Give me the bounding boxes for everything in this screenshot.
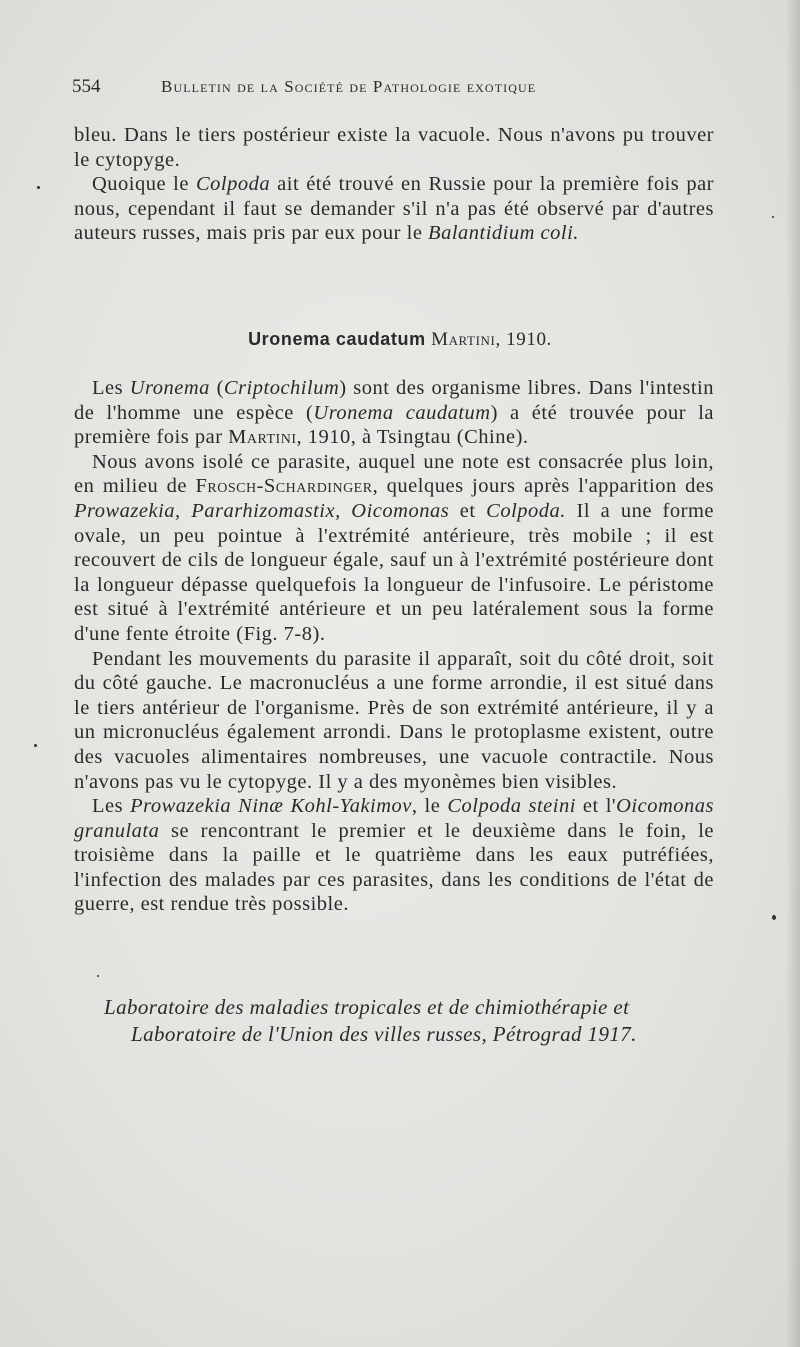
scan-speck (97, 975, 99, 977)
paragraph-text: Quoique le (92, 173, 196, 196)
paragraph-text: et (449, 499, 487, 522)
affiliation-footer (104, 994, 724, 1048)
taxon-name: Balantidium coli. (428, 222, 579, 245)
section-title-name: Uronema caudatum (248, 329, 426, 349)
author-name: Frosch-Schardinger (195, 475, 373, 498)
scan-speck (772, 216, 774, 218)
page-edge-shadow (786, 0, 800, 1347)
page-header (72, 76, 712, 104)
paragraph-text: et l' (575, 795, 617, 818)
affiliation-line: Laboratoire des maladies tropicales et de chimiothérapie et (104, 995, 630, 1019)
body-text-block (74, 376, 714, 917)
page-number: 554 (72, 76, 101, 97)
taxon-name: Oicomonas granulata (74, 795, 714, 842)
taxon-name: Uronema caudatum (313, 401, 491, 424)
paragraph-text: Les (92, 377, 130, 399)
taxon-name: Colpoda steini (447, 795, 576, 818)
section-title-year: , 1910. (495, 329, 552, 350)
paragraph-text: ait été trouvé en Russie pour la première fois par nous, cependant il faut se demander s'il n'a pas été observé par d'autres auteurs russes, mais pris par eux pour le (74, 173, 714, 245)
author-name: Martini (228, 426, 297, 449)
top-text-block (74, 123, 714, 246)
paragraph (74, 123, 714, 172)
scan-speck (34, 744, 37, 747)
section-title-author: Martini (431, 329, 496, 350)
paragraph-text: ) sont des organisme libres. Dans l'intestin de l'homme une espèce ( (74, 377, 714, 424)
paragraph-text: Les (92, 795, 131, 818)
affiliation-line: Laboratoire de l'Union des villes russes, Pétrograd 1917. (131, 1022, 637, 1046)
paragraph (74, 450, 714, 647)
taxon-name: Uronema (129, 377, 210, 399)
paragraph-text: Il a une forme ovale, un peu pointue à l'extrémité antérieure, très mobile ; il est recouvert de cils de longueur égale, sauf un à l'extrémité postérieure dont la longueur dépasse quelquefois la longueur de l'infusoire. Le péristome est situé à l'extrémité antérieure et un peu latéralement sous la forme d'une fente étroite (Fig. 7-8). (74, 499, 714, 645)
paragraph-text: Pendant les mouvements du parasite il apparaît, soit du côté droit, soit du côté gauche. Le macronucléus a une forme arrondie, il est situé dans le tiers antérieur de l'organisme. Près de son extrémité antérieure, il y a un micronucléus également arrondi. Dans le protoplasme existent, outre des vacuoles alimentaires nombreuses, une vacuole contractile. Nous n'avons pas vu le cytopyge. Il y a des myonèmes bien visibles. (74, 647, 714, 793)
scan-speck (772, 915, 776, 920)
paragraph-text: , 1910, à Tsingtau (Chine). (296, 426, 529, 449)
taxon-name: Colpoda. (486, 499, 566, 522)
paragraph-text: bleu. Dans le tiers postérieur existe la vacuole. Nous n'avons pu trouver le cytopyge. (74, 124, 714, 171)
section-title (0, 329, 800, 351)
taxon-name: Colpoda (196, 173, 271, 196)
paragraph-text: , le (411, 795, 448, 818)
paragraph (74, 647, 714, 795)
running-head: Bulletin de la Société de Pathologie exotique (161, 77, 537, 96)
paragraph-text: , quelques jours après l'apparition des (372, 475, 714, 498)
paragraph-text: Nous avons isolé ce parasite, auquel une note est consacrée plus loin, en milieu de (74, 450, 714, 498)
paragraph (74, 376, 714, 450)
taxon-name: Criptochilum (223, 377, 340, 399)
paragraph (74, 172, 714, 246)
taxon-name: Prowazekia Ninæ Kohl-Yakimov (130, 795, 412, 818)
paragraph-text: ( (209, 377, 224, 399)
paragraph-text: ) a été trouvée pour la première fois par (74, 401, 714, 449)
paragraph-text: se rencontrant le premier et le deuxième dans le foin, le troisième dans la paille et le quatrième dans les eaux putréfiées, l'infection des malades par ces parasites, dans les conditions de l'état de guerre, est rendue très possible. (74, 819, 714, 916)
paragraph (74, 794, 714, 917)
taxon-name: Prowazekia, Pararhizomastix, Oicomonas (74, 499, 450, 522)
scan-speck (37, 186, 40, 189)
